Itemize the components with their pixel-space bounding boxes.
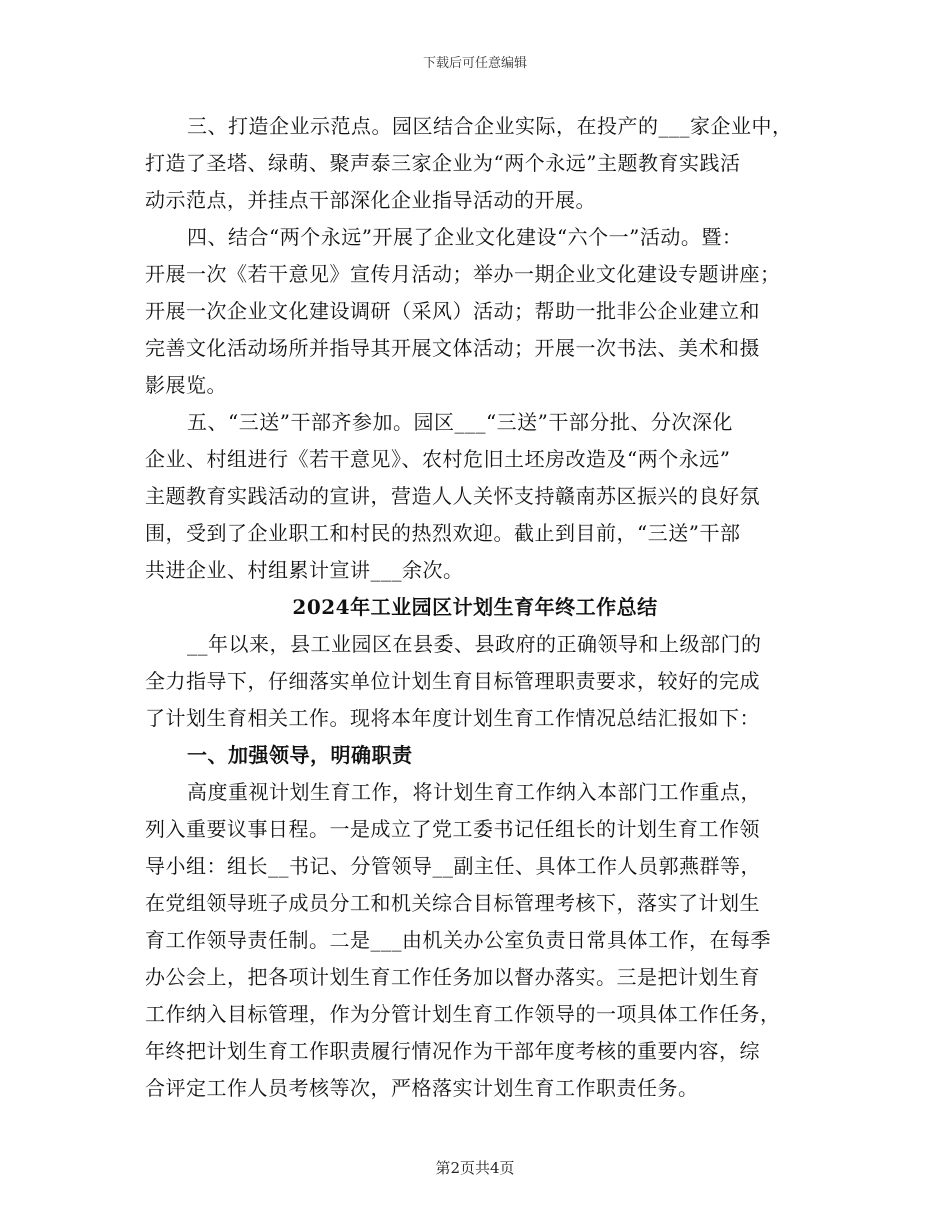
text-line: 合评定工作人员考核等次，严格落实计划生育工作职责任务。 [145,1076,699,1100]
document-body [145,108,805,1107]
text-line: 共进企业、村组累计宣讲___余次。 [145,558,464,582]
text-line: 影展览。 [145,373,227,397]
text-line: 开展一次《若干意见》宣传月活动；举办一期企业文化建设专题讲座； [145,262,781,286]
text-line: 育工作领导责任制。二是___由机关办公室负责日常具体工作，在每季 [145,928,771,952]
text-line: 主题教育实践活动的宣讲，营造人人关怀支持赣南苏区振兴的良好氛 [145,484,760,508]
text-line: 三、打造企业示范点。园区结合企业实际，在投产的___家企业中， [187,114,793,138]
text-line: 工作纳入目标管理，作为分管计划生育工作领导的一项具体工作任务， [145,1002,781,1026]
text-line: 年终把计划生育工作职责履行情况作为干部年度考核的重要内容，综 [145,1039,760,1063]
text-line: 企业、村组进行《若干意见》、农村危旧土坯房改造及“两个永远” [145,447,731,471]
text-line: 高度重视计划生育工作，将计划生育工作纳入本部门工作重点， [187,780,761,804]
page-number: 第2页共4页 [435,1159,515,1177]
text-line: 列入重要议事日程。一是成立了党工委书记任组长的计划生育工作领 [145,817,760,841]
text-line: 五、“三送”干部齐参加。园区___“三送”干部分批、分次深化 [187,410,733,434]
text-line: 全力指导下，仔细落实单位计划生育目标管理职责要求，较好的完成 [145,669,760,693]
text-line: __年以来，县工业园区在县委、县政府的正确领导和上级部门的 [187,632,762,656]
text-line: 打造了圣塔、绿萌、聚声泰三家企业为“两个永远”主题教育实践活 [145,151,741,175]
text-line: 完善文化活动场所并指导其开展文体活动；开展一次书法、美术和摄 [145,336,760,360]
text-line: 了计划生育相关工作。现将本年度计划生育工作情况总结汇报如下： [145,706,760,730]
text-line: 四、结合“两个永远”开展了企业文化建设“六个一”活动。暨： [187,225,743,249]
text-line: 导小组：组长__书记、分管领导__副主任、具体工作人员郭燕群等， [145,854,761,878]
page-header-note: 下载后可任意编辑 [422,56,527,71]
text-line: 围，受到了企业职工和村民的热烈欢迎。截止到目前，“三送”干部 [145,521,741,545]
text-line: 在党组领导班子成员分工和机关综合目标管理考核下，落实了计划生 [145,891,760,915]
text-line: 动示范点，并挂点干部深化企业指导活动的开展。 [145,188,596,212]
text-line: 开展一次企业文化建设调研（采风）活动；帮助一批非公企业建立和 [145,299,760,323]
section-title: 2024年工业园区计划生育年终工作总结 [292,595,658,619]
section-heading: 一、加强领导，明确职责 [187,743,413,767]
text-line: 办公会上，把各项计划生育工作任务加以督办落实。三是把计划生育 [145,965,760,989]
